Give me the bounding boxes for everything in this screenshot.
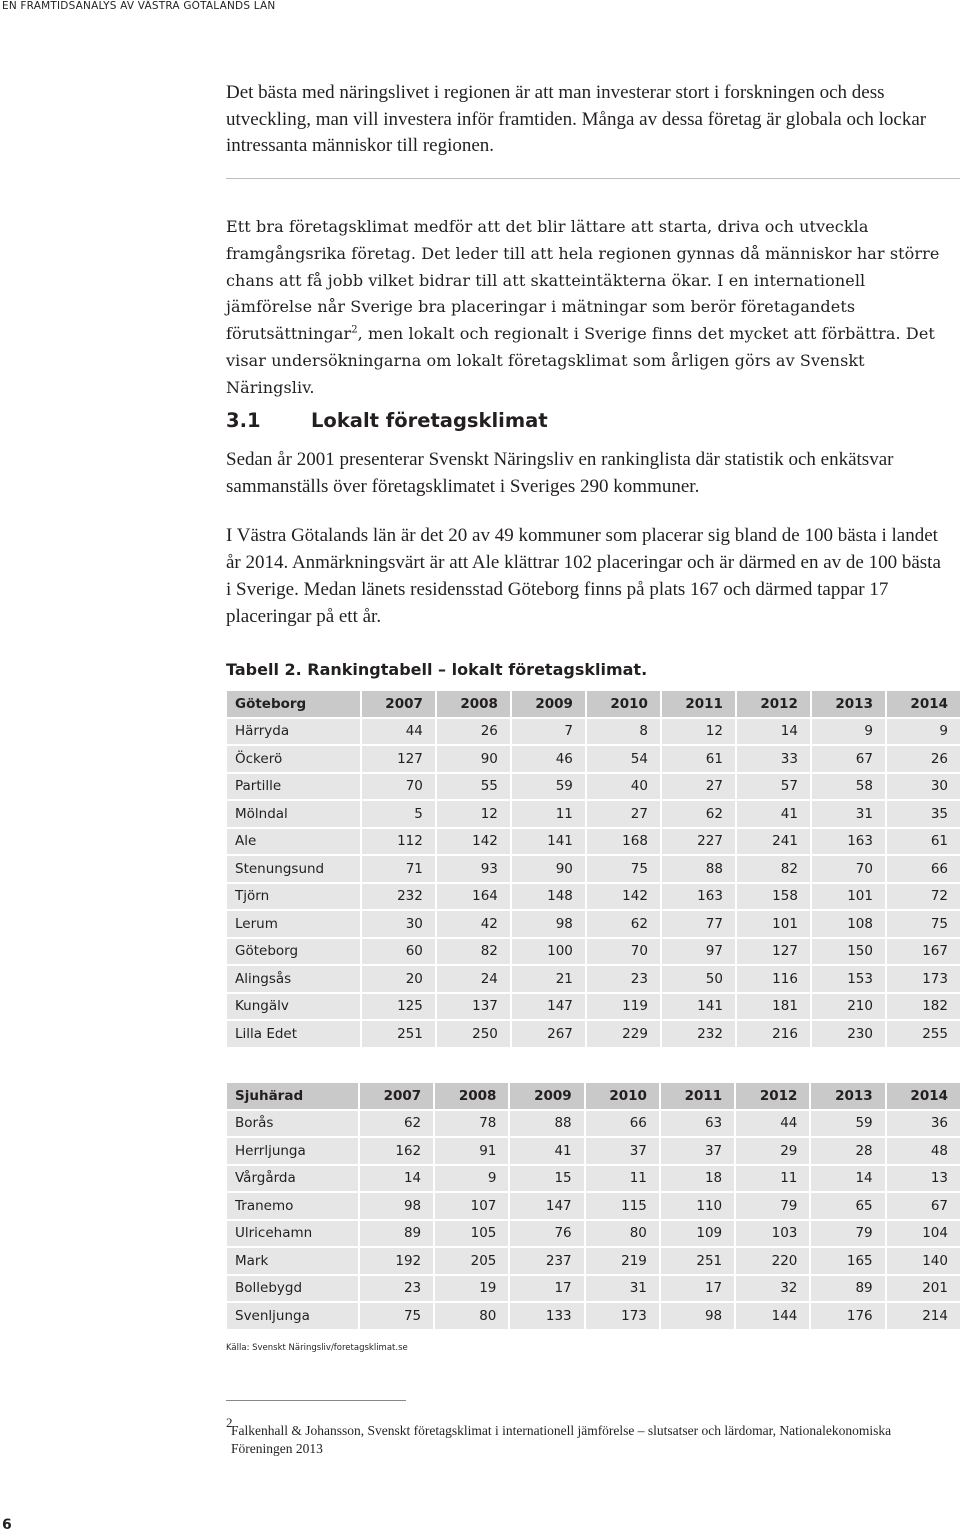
rank-cell: 67 (812, 746, 887, 772)
rank-cell: 48 (887, 1138, 960, 1164)
rank-cell: 9 (435, 1166, 510, 1192)
rank-cell: 110 (661, 1193, 736, 1219)
municipality-cell: Ale (227, 829, 362, 855)
ranking-table-sjuharad (227, 1081, 960, 1331)
rank-cell: 75 (887, 911, 960, 937)
rank-cell: 36 (887, 1111, 960, 1137)
page-number: 6 (2, 1517, 12, 1533)
intro-paragraph (226, 214, 944, 402)
rank-cell: 62 (587, 911, 662, 937)
rank-cell: 27 (662, 774, 737, 800)
rank-cell: 250 (437, 1021, 512, 1047)
table-caption: Tabell 2. Rankingtabell – lokalt företagsklimat. (226, 660, 648, 679)
rank-cell: 91 (435, 1138, 510, 1164)
year-header: 2009 (512, 691, 587, 717)
rank-cell: 165 (811, 1248, 886, 1274)
rank-cell: 14 (360, 1166, 435, 1192)
rank-cell: 89 (360, 1221, 435, 1247)
rank-cell: 105 (435, 1221, 510, 1247)
rank-cell: 9 (887, 719, 960, 745)
rank-cell: 251 (362, 1021, 437, 1047)
section-heading (226, 409, 548, 432)
rank-cell: 13 (887, 1166, 960, 1192)
rank-cell: 66 (586, 1111, 661, 1137)
rank-cell: 141 (662, 994, 737, 1020)
rank-cell: 30 (887, 774, 960, 800)
rank-cell: 192 (360, 1248, 435, 1274)
municipality-cell: Borås (227, 1111, 360, 1137)
rank-cell: 227 (662, 829, 737, 855)
municipality-cell: Lerum (227, 911, 362, 937)
rank-cell: 182 (887, 994, 960, 1020)
rank-cell: 31 (812, 801, 887, 827)
rank-cell: 148 (512, 884, 587, 910)
year-header: 2010 (586, 1083, 661, 1109)
section-title: Lokalt företagsklimat (311, 409, 548, 432)
rank-cell: 40 (587, 774, 662, 800)
rank-cell: 12 (662, 719, 737, 745)
rank-cell: 103 (736, 1221, 811, 1247)
rank-cell: 232 (362, 884, 437, 910)
rank-cell: 23 (360, 1276, 435, 1302)
rank-cell: 42 (437, 911, 512, 937)
rank-cell: 17 (510, 1276, 585, 1302)
rank-cell: 100 (512, 939, 587, 965)
rank-cell: 88 (510, 1111, 585, 1137)
table-row (227, 1276, 960, 1302)
year-header: 2013 (812, 691, 887, 717)
rank-cell: 237 (510, 1248, 585, 1274)
municipality-cell: Ulricehamn (227, 1221, 360, 1247)
rank-cell: 75 (587, 856, 662, 882)
rank-cell: 70 (362, 774, 437, 800)
region-header: Göteborg (227, 691, 362, 717)
rank-cell: 28 (811, 1138, 886, 1164)
rank-cell: 35 (887, 801, 960, 827)
rank-cell: 62 (662, 801, 737, 827)
rank-cell: 173 (586, 1303, 661, 1329)
rank-cell: 142 (587, 884, 662, 910)
table-row (227, 1138, 960, 1164)
rank-cell: 144 (736, 1303, 811, 1329)
divider (226, 178, 960, 179)
rank-cell: 112 (362, 829, 437, 855)
rank-cell: 20 (362, 966, 437, 992)
rank-cell: 33 (737, 746, 812, 772)
rank-cell: 251 (661, 1248, 736, 1274)
table-header-row (227, 691, 960, 717)
rank-cell: 60 (362, 939, 437, 965)
intro-text-part1: Ett bra företagsklimat medför att det blir lättare att starta, driva och utveckla framgångsrika företag. Det leder till att hela regionen gynnas då människor har större chans att få jobb vilket bidrar till att skatteintäkterna ökar. I en internationell jämförelse når Sverige bra placeringar i mätningar som berör företagandets förutsättningar (226, 217, 940, 344)
rank-cell: 181 (737, 994, 812, 1020)
table-row (227, 1111, 960, 1137)
rank-cell: 37 (661, 1138, 736, 1164)
rank-cell: 101 (812, 884, 887, 910)
running-header: EN FRAMTIDSANALYS AV VÄSTRA GÖTALANDS LÄN (2, 0, 276, 12)
region-header: Sjuhärad (227, 1083, 360, 1109)
rank-cell: 205 (435, 1248, 510, 1274)
rank-cell: 66 (887, 856, 960, 882)
rank-cell: 108 (812, 911, 887, 937)
rank-cell: 63 (661, 1111, 736, 1137)
rank-cell: 14 (811, 1166, 886, 1192)
municipality-cell: Partille (227, 774, 362, 800)
municipality-cell: Bollebygd (227, 1276, 360, 1302)
table-row (227, 774, 960, 800)
rank-cell: 107 (435, 1193, 510, 1219)
rank-cell: 88 (662, 856, 737, 882)
rank-cell: 255 (887, 1021, 960, 1047)
municipality-cell: Alingsås (227, 966, 362, 992)
rank-cell: 89 (811, 1276, 886, 1302)
rank-cell: 67 (887, 1193, 960, 1219)
rank-cell: 153 (812, 966, 887, 992)
table-row (227, 939, 960, 965)
rank-cell: 168 (587, 829, 662, 855)
rank-cell: 210 (812, 994, 887, 1020)
table-row (227, 1221, 960, 1247)
year-header: 2014 (887, 1083, 960, 1109)
rank-cell: 116 (737, 966, 812, 992)
municipality-cell: Tranemo (227, 1193, 360, 1219)
rank-cell: 27 (587, 801, 662, 827)
section-number: 3.1 (226, 409, 261, 432)
rank-cell: 19 (435, 1276, 510, 1302)
municipality-cell: Herrljunga (227, 1138, 360, 1164)
rank-cell: 59 (512, 774, 587, 800)
body-paragraph-1: Sedan år 2001 presenterar Svenskt Näringsliv en rankinglista där statistik och enkätsvar sammanställs över företagsklimatet i Sveriges 290 kommuner. (226, 449, 894, 497)
rank-cell: 176 (811, 1303, 886, 1329)
rank-cell: 80 (586, 1221, 661, 1247)
footnote-divider (226, 1400, 406, 1401)
rank-cell: 158 (737, 884, 812, 910)
rank-cell: 141 (512, 829, 587, 855)
rank-cell: 80 (435, 1303, 510, 1329)
rank-cell: 127 (737, 939, 812, 965)
year-header: 2013 (811, 1083, 886, 1109)
rank-cell: 26 (887, 746, 960, 772)
rank-cell: 72 (887, 884, 960, 910)
rank-cell: 9 (812, 719, 887, 745)
rank-cell: 163 (812, 829, 887, 855)
rank-cell: 70 (587, 939, 662, 965)
rank-cell: 41 (510, 1138, 585, 1164)
rank-cell: 65 (811, 1193, 886, 1219)
table-source: Källa: Svenskt Näringsliv/foretagsklimat.se (226, 1343, 408, 1353)
rank-cell: 98 (661, 1303, 736, 1329)
rank-cell: 163 (662, 884, 737, 910)
rank-cell: 11 (512, 801, 587, 827)
table-row (227, 994, 960, 1020)
rank-cell: 41 (737, 801, 812, 827)
rank-cell: 59 (811, 1111, 886, 1137)
rank-cell: 162 (360, 1138, 435, 1164)
rank-cell: 127 (362, 746, 437, 772)
rank-cell: 17 (661, 1276, 736, 1302)
rank-cell: 18 (661, 1166, 736, 1192)
table-row (227, 1166, 960, 1192)
year-header: 2011 (662, 691, 737, 717)
rank-cell: 23 (587, 966, 662, 992)
footnote-reference[interactable]: 2 (351, 324, 358, 336)
year-header: 2007 (360, 1083, 435, 1109)
rank-cell: 61 (887, 829, 960, 855)
table-header-row (227, 1083, 960, 1109)
rank-cell: 75 (360, 1303, 435, 1329)
rank-cell: 115 (586, 1193, 661, 1219)
rank-cell: 76 (510, 1221, 585, 1247)
year-header: 2010 (587, 691, 662, 717)
table-row (227, 884, 960, 910)
rank-cell: 12 (437, 801, 512, 827)
year-header: 2014 (887, 691, 960, 717)
rank-cell: 90 (437, 746, 512, 772)
table-row (227, 719, 960, 745)
municipality-cell: Härryda (227, 719, 362, 745)
year-header: 2012 (737, 691, 812, 717)
year-header: 2007 (362, 691, 437, 717)
rank-cell: 14 (737, 719, 812, 745)
rank-cell: 15 (510, 1166, 585, 1192)
rank-cell: 26 (437, 719, 512, 745)
rank-cell: 82 (737, 856, 812, 882)
rank-cell: 267 (512, 1021, 587, 1047)
rank-cell: 220 (736, 1248, 811, 1274)
rank-cell: 71 (362, 856, 437, 882)
rank-cell: 32 (736, 1276, 811, 1302)
rank-cell: 82 (437, 939, 512, 965)
rank-cell: 62 (360, 1111, 435, 1137)
rank-cell: 44 (736, 1111, 811, 1137)
rank-cell: 214 (887, 1303, 960, 1329)
rank-cell: 31 (586, 1276, 661, 1302)
table-row (227, 911, 960, 937)
rank-cell: 24 (437, 966, 512, 992)
footnote (226, 1415, 916, 1458)
rank-cell: 37 (586, 1138, 661, 1164)
rank-cell: 57 (737, 774, 812, 800)
rank-cell: 21 (512, 966, 587, 992)
rank-cell: 61 (662, 746, 737, 772)
year-header: 2009 (510, 1083, 585, 1109)
rank-cell: 173 (887, 966, 960, 992)
rank-cell: 216 (737, 1021, 812, 1047)
pull-quote: Det bästa med näringslivet i regionen är att man investerar stort i forskningen och dess utveckling, man vill investera inför framtiden. Många av dessa företag är globala och lockar intressanta människor till regionen. (226, 82, 927, 156)
rank-cell: 29 (736, 1138, 811, 1164)
rank-cell: 7 (512, 719, 587, 745)
rank-cell: 54 (587, 746, 662, 772)
rank-cell: 77 (662, 911, 737, 937)
table-row (227, 746, 960, 772)
rank-cell: 90 (512, 856, 587, 882)
rank-cell: 119 (587, 994, 662, 1020)
rank-cell: 58 (812, 774, 887, 800)
rank-cell: 70 (812, 856, 887, 882)
rank-cell: 150 (812, 939, 887, 965)
rank-cell: 140 (887, 1248, 960, 1274)
municipality-cell: Mark (227, 1248, 360, 1274)
rank-cell: 44 (362, 719, 437, 745)
municipality-cell: Svenljunga (227, 1303, 360, 1329)
rank-cell: 79 (811, 1221, 886, 1247)
rank-cell: 8 (587, 719, 662, 745)
rank-cell: 98 (512, 911, 587, 937)
table-row (227, 1021, 960, 1047)
municipality-cell: Stenungsund (227, 856, 362, 882)
rank-cell: 241 (737, 829, 812, 855)
table-row (227, 1303, 960, 1329)
table-row (227, 1248, 960, 1274)
rank-cell: 50 (662, 966, 737, 992)
rank-cell: 104 (887, 1221, 960, 1247)
rank-cell: 97 (662, 939, 737, 965)
rank-cell: 11 (586, 1166, 661, 1192)
table-row (227, 829, 960, 855)
rank-cell: 55 (437, 774, 512, 800)
table-row (227, 801, 960, 827)
year-header: 2008 (435, 1083, 510, 1109)
municipality-cell: Lilla Edet (227, 1021, 362, 1047)
rank-cell: 164 (437, 884, 512, 910)
municipality-cell: Öckerö (227, 746, 362, 772)
rank-cell: 230 (812, 1021, 887, 1047)
rank-cell: 137 (437, 994, 512, 1020)
table-row (227, 966, 960, 992)
rank-cell: 229 (587, 1021, 662, 1047)
footnote-number: 2 (226, 1415, 233, 1430)
footnote-text: Falkenhall & Johansson, Svenskt företagsklimat i internationell jämförelse – slutsatser och lärdomar, Nationalekonomiska Föreningen 2013 (231, 1423, 892, 1456)
year-header: 2012 (736, 1083, 811, 1109)
year-header: 2008 (437, 691, 512, 717)
rank-cell: 219 (586, 1248, 661, 1274)
rank-cell: 79 (736, 1193, 811, 1219)
rank-cell: 78 (435, 1111, 510, 1137)
municipality-cell: Tjörn (227, 884, 362, 910)
rank-cell: 93 (437, 856, 512, 882)
municipality-cell: Mölndal (227, 801, 362, 827)
municipality-cell: Vårgårda (227, 1166, 360, 1192)
rank-cell: 98 (360, 1193, 435, 1219)
rank-cell: 46 (512, 746, 587, 772)
rank-cell: 30 (362, 911, 437, 937)
rank-cell: 232 (662, 1021, 737, 1047)
body-paragraph-2: I Västra Götalands län är det 20 av 49 kommuner som placerar sig bland de 100 bästa i landet år 2014. Anmärkningsvärt är att Ale klättrar 102 placeringar och är därmed en av de 100 bästa i Sverige. Medan länets residensstad Göteborg finns på plats 167 och därmed tappar 17 placeringar på ett år. (226, 525, 941, 627)
municipality-cell: Göteborg (227, 939, 362, 965)
rank-cell: 125 (362, 994, 437, 1020)
rank-cell: 147 (512, 994, 587, 1020)
rank-cell: 109 (661, 1221, 736, 1247)
ranking-table-goteborg (227, 689, 960, 1049)
rank-cell: 147 (510, 1193, 585, 1219)
rank-cell: 201 (887, 1276, 960, 1302)
intro-text-part2: , men lokalt och regionalt i Sverige finns det mycket att förbättra. Det visar undersökningarna om lokalt företagsklimat som årligen görs av Svenskt Näringsliv. (226, 324, 935, 397)
rank-cell: 5 (362, 801, 437, 827)
year-header: 2011 (661, 1083, 736, 1109)
rank-cell: 133 (510, 1303, 585, 1329)
table-row (227, 856, 960, 882)
municipality-cell: Kungälv (227, 994, 362, 1020)
table-row (227, 1193, 960, 1219)
rank-cell: 142 (437, 829, 512, 855)
rank-cell: 167 (887, 939, 960, 965)
rank-cell: 101 (737, 911, 812, 937)
rank-cell: 11 (736, 1166, 811, 1192)
